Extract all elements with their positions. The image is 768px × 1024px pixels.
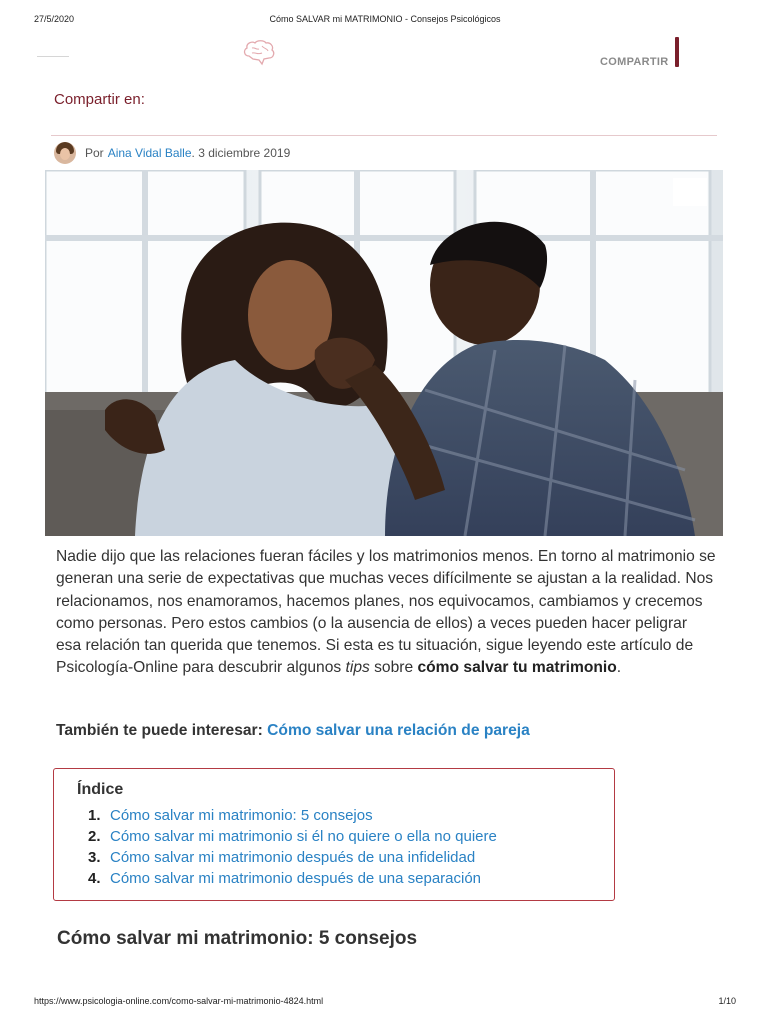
author-link[interactable]: Aina Vidal Balle [107, 146, 192, 160]
share-button[interactable]: COMPARTIR [600, 56, 669, 68]
author-divider [51, 135, 717, 136]
print-date: 27/5/2020 [34, 14, 75, 24]
related-link[interactable]: Cómo salvar una relación de pareja [267, 722, 530, 739]
print-url: https://www.psicologia-online.com/como-salvar-mi-matrimonio-4824.html [34, 996, 324, 1006]
related-label: También te puede interesar: [56, 722, 263, 739]
brain-icon[interactable] [240, 38, 278, 68]
toc-title: Índice [77, 781, 124, 798]
tips-emphasis: tips [345, 659, 370, 677]
print-footer [34, 996, 736, 1008]
author-byline [54, 140, 290, 166]
share-accent-bar [675, 37, 679, 67]
hero-image [45, 170, 723, 536]
toc-item[interactable]: 2. Cómo salvar mi matrimonio si él no quiere o ella no quiere [88, 828, 497, 845]
intro-strong: cómo salvar tu matrimonio [417, 659, 617, 677]
avatar [54, 142, 76, 164]
related-article [56, 722, 530, 740]
author-prefix: Por [85, 146, 104, 160]
section-heading: Cómo salvar mi matrimonio: 5 consejos [57, 928, 418, 949]
print-header [34, 14, 736, 26]
page-count: 1/10 [718, 996, 736, 1006]
toc-item[interactable]: 1. Cómo salvar mi matrimonio: 5 consejos [88, 807, 373, 824]
share-on-label: Compartir en: [54, 91, 145, 108]
table-of-contents [53, 768, 615, 901]
print-title: Cómo SALVAR mi MATRIMONIO - Consejos Psicológicos [269, 14, 501, 24]
intro-paragraph: Nadie dijo que las relaciones fueran fáciles y los matrimonios menos. En torno al matrimonio se generan una serie de expectativas que muchas veces difícilmente se ajustan a la realidad. Nos relacionamos, nos enamoramos, hacemos planes, nos equivocamos, cambiamos y crecemos como personas. Pero estos cambios (o la ausencia de ellos) a veces pueden hacer peligrar esa relación tan querida que tenemos. Si esta es tu situación, sigue leyendo este artículo de Psicología-Online para descubrir algunos tips sobre cómo salvar tu matrimonio. [56, 548, 716, 677]
publish-date: . 3 diciembre 2019 [191, 146, 291, 160]
header-divider [37, 56, 69, 57]
toc-item[interactable]: 4. Cómo salvar mi matrimonio después de una separación [88, 870, 482, 887]
toc-item[interactable]: 3. Cómo salvar mi matrimonio después de una infidelidad [88, 849, 476, 866]
